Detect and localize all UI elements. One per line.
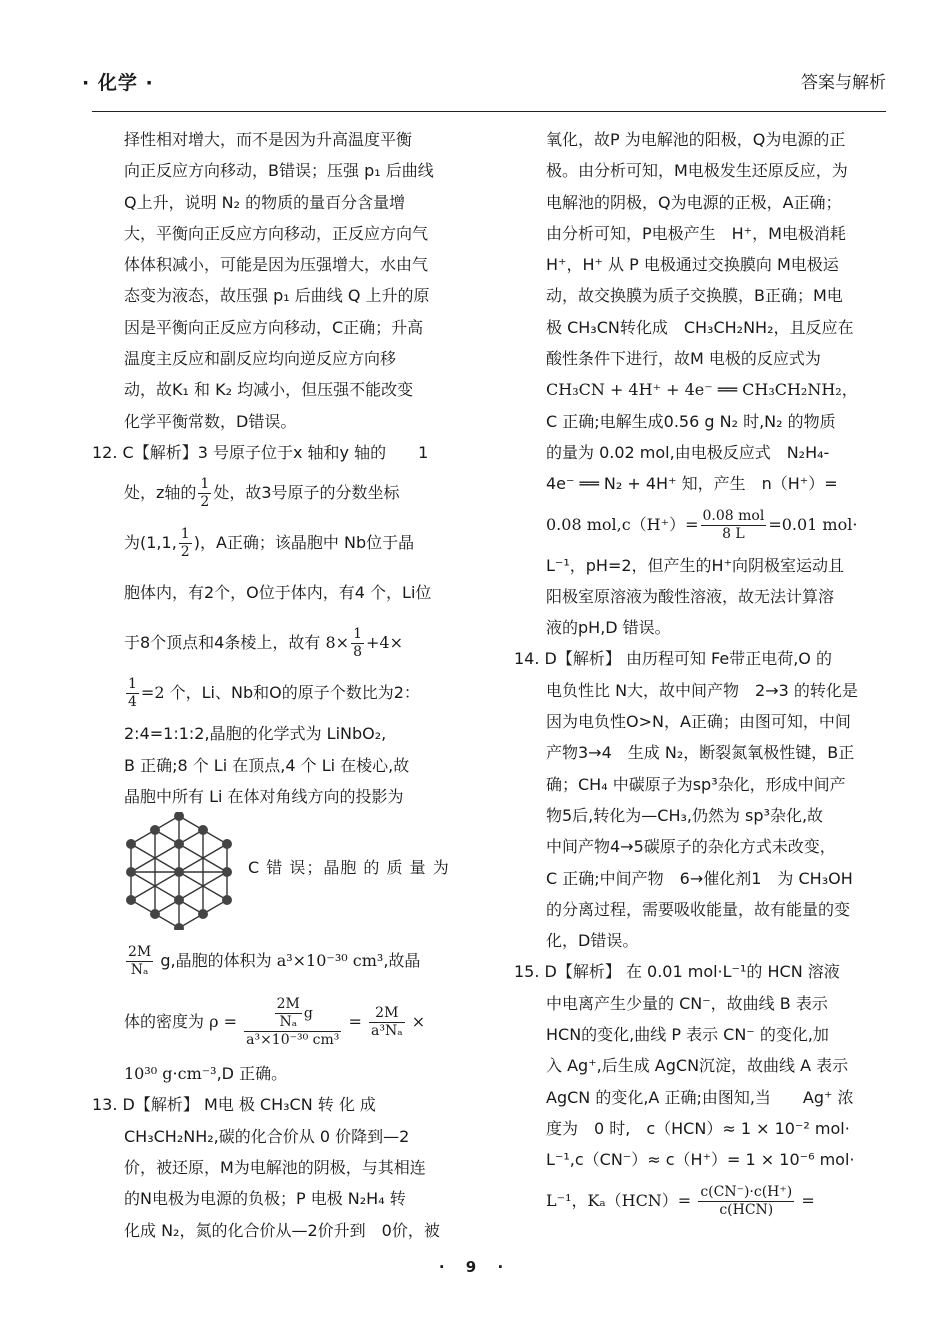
text-line: B 正确;8 个 Li 在顶点,4 个 Li 在棱心,故: [124, 755, 410, 775]
denominator: 8: [353, 644, 362, 661]
math-segment: L⁻¹，Kₐ（HCN）=: [546, 1190, 692, 1210]
fraction-density: [244, 996, 341, 1049]
text-line: 胞体内，有2个，O位于体内，有4 个，Li位: [124, 583, 432, 603]
text-line: 的N电极为电源的负极；P 电极 N₂H₄ 转: [124, 1189, 406, 1209]
text-line: 因是平衡向正反应方向移动，C正确；升高: [124, 317, 424, 337]
text-line: 液的pH,D 错误。: [546, 618, 671, 638]
text-line: Q上升，说明 N₂ 的物质的量百分含量增: [124, 192, 406, 212]
text-line: 阳极室原溶液为酸性溶液，故无法计算溶: [546, 586, 835, 606]
li-projection-figure: [124, 812, 468, 930]
numerator: 2M: [128, 944, 152, 961]
text-segment: 为(1,1,: [124, 533, 177, 553]
text-segment: ,D 正确。: [216, 1064, 288, 1084]
text-line: HCN的变化,曲线 P 表示 CN⁻ 的变化,加: [546, 1025, 829, 1045]
math-segment: a³×10⁻³⁰ cm³: [276, 951, 384, 971]
text-line: [92, 618, 468, 668]
text-line: 电负性比 N大，故中间产物 2→3 的转化是: [546, 680, 858, 700]
question-14-heading: 14. D【解析】 由历程可知 Fe带正电荷,O 的: [514, 649, 832, 669]
text-line: 化成 N₂，氮的化合价从—2价升到 0价，被: [124, 1220, 440, 1240]
text-line: 中电离产生少量的 CN⁻，故曲线 B 表示: [546, 993, 828, 1013]
numerator: c(CN⁻)·c(H⁺): [700, 1183, 793, 1200]
numerator: [244, 996, 341, 1032]
text-line: 化，D错误。: [546, 931, 639, 951]
math-segment: =: [348, 1012, 362, 1032]
text-segment: )，A正确；该晶胞中 Nb位于晶: [193, 533, 415, 553]
text-line: 确；CH₄ 中碳原子为sp³杂化，形成中间产: [546, 774, 846, 794]
math-segment: ×: [411, 1012, 426, 1032]
numerator: 1: [353, 626, 362, 643]
text-line: 动，故K₁ 和 K₂ 均减小，但压强不能改变: [124, 380, 414, 400]
numerator: 2M: [369, 1005, 405, 1023]
text-line: 电解池的阴极，Q为电源的正极，A正确；: [546, 192, 842, 212]
text-line: CH₃CH₂NH₂,碳的化合价从 0 价降到—2: [124, 1126, 410, 1146]
fraction-inner: [275, 996, 302, 1031]
text-line: [92, 518, 468, 568]
denominator: 4: [128, 694, 137, 711]
figure-caption-text: C 错 误；晶胞 的 质 量 为: [248, 858, 450, 878]
text-line: H⁺，H⁺ 从 P 电极通过交换膜向 M电极运: [546, 255, 839, 275]
text-line: 体体积减小，可能是因为压强增大，水由气: [124, 255, 429, 275]
denominator: c(HCN): [719, 1201, 774, 1218]
text-segment: 体的密度为: [124, 1012, 205, 1032]
text-segment: ,故晶: [383, 951, 421, 971]
math-segment: =0.01 mol·: [768, 514, 858, 534]
text-segment: g,晶胞的体积为: [160, 951, 272, 971]
text-line: 态变为液态，故压强 p₁ 后曲线 Q 上升的原: [124, 286, 430, 306]
denominator: a³×10⁻³⁰ cm³: [246, 1032, 340, 1049]
text-line: [92, 1058, 468, 1089]
denominator: 8 L: [722, 525, 745, 542]
text-segment: 个，Li、Nb和O的原子个数比为2：: [169, 683, 420, 703]
text-line: 温度主反应和副反应均向逆反应方向移: [124, 349, 397, 369]
text-segment: 于8个顶点和4条棱上，故有: [124, 633, 321, 653]
question-13-heading: 13. D【解析】 M电 极 CH₃CN 转 化 成: [92, 1095, 376, 1115]
text-segment: 处，z轴的: [124, 483, 197, 503]
text-line: 酸性条件下进行，故M 电极的反应式为: [546, 349, 821, 369]
math-segment: 8×: [325, 633, 350, 653]
fraction-ka: [698, 1184, 794, 1219]
equation-line: CH₃CN + 4H⁺ + 4e⁻ ══ CH₃CH₂NH₂，: [546, 380, 858, 400]
text-line: 化学平衡常数，D错误。: [124, 411, 297, 431]
math-segment: =2: [140, 683, 165, 703]
left-column: [92, 124, 468, 1246]
numerator: 2M: [276, 996, 300, 1013]
math-segment: +4×: [365, 633, 403, 653]
text-line: 由分析可知，P电极产生 H⁺，M电极消耗: [546, 223, 846, 243]
text-line: C 正确;中间产物 6→催化剂1 为 CH₃OH: [546, 868, 853, 888]
text-line: L⁻¹，pH=2，但产生的H⁺向阴极室运动且: [546, 555, 845, 575]
unit: g: [303, 1005, 313, 1022]
text-line: 的量为 0.02 mol,由电极反应式 N₂H₄-: [546, 442, 830, 462]
text-line: 向正反应方向移动，B错误；压强 p₁ 后曲线: [124, 161, 434, 181]
text-line: [92, 668, 468, 718]
header-rule: [92, 111, 886, 112]
text-line: 度为 0 时, c（HCN）≈ 1 × 10⁻² mol·: [546, 1118, 850, 1138]
numerator: 1: [200, 476, 210, 493]
text-line: L⁻¹,c（CN⁻）≈ c（H⁺）= 1 × 10⁻⁶ mol·: [546, 1150, 855, 1170]
fraction-mass: [126, 944, 153, 979]
page-number: · 9 ·: [438, 1258, 512, 1276]
fraction-half: [179, 526, 192, 561]
fraction-half: [198, 476, 211, 511]
fraction-quarter: [126, 676, 139, 711]
math-segment: =: [801, 1190, 815, 1210]
text-line: [514, 500, 886, 550]
denominator: Nₐ: [279, 1014, 298, 1031]
text-line: [92, 468, 468, 518]
text-line: 氧化，故P 为电解池的阳极，Q为电源的正: [546, 130, 846, 149]
text-line: 极。由分析可知，M电极发生还原反应，为: [546, 161, 848, 181]
fraction-concentration: [701, 508, 767, 543]
text-line: 价，被还原，M为电解池的阴极，与其相连: [124, 1158, 426, 1178]
text-line: 入 Ag⁺,后生成 AgCN沉淀，故曲线 A 表示: [546, 1056, 849, 1076]
denominator: Nₐ: [130, 962, 149, 979]
subject-header: · 化学 ·: [82, 72, 154, 94]
text-segment: 处，故3号原子的分数坐标: [213, 483, 400, 503]
text-line: 物5后,转化为—CH₃,仍然为 sp³杂化,故: [546, 805, 824, 825]
math-segment: ρ =: [209, 1012, 238, 1032]
text-line: 产物3→4 生成 N₂，断裂氮氧极性键，B正: [546, 743, 855, 763]
text-line: [92, 936, 468, 986]
text-line: 晶胞中所有 Li 在体对角线方向的投影为: [124, 786, 404, 806]
text-line: 4e⁻ ══ N₂ + 4H⁺ 知，产生 n（H⁺）=: [546, 474, 838, 494]
denominator: 2: [200, 494, 210, 511]
question-15-heading: 15. D【解析】 在 0.01 mol·L⁻¹的 HCN 溶液: [514, 962, 840, 982]
text-line: 2:4=1:1:2,晶胞的化学式为 LiNbO₂,: [124, 724, 387, 744]
numerator: 1: [180, 526, 190, 543]
text-line: C 正确;电解生成0.56 g N₂ 时,N₂ 的物质: [546, 411, 836, 431]
right-column: [514, 124, 886, 1226]
text-line: 极 CH₃CN转化成 CH₃CH₂NH₂，且反应在: [546, 317, 854, 337]
section-header: 答案与解析: [801, 73, 886, 93]
projection-hexagon-diagram: [124, 812, 244, 930]
text-line: 因为电负性O>N，A正确；由图可知，中间: [546, 712, 851, 732]
denominator: a³Nₐ: [371, 1023, 403, 1040]
question-12-heading: 12. C【解析】3 号原子位于x 轴和y 轴的 1: [92, 442, 429, 462]
text-line: 动，故交换膜为质子交换膜，B正确；M电: [546, 286, 843, 306]
text-line: 中间产物4→5碳原子的杂化方式未改变，: [546, 837, 836, 857]
text-line: [514, 1176, 886, 1226]
numerator: 1: [128, 676, 137, 693]
fraction-eighth: [351, 626, 364, 661]
numerator: 0.08 mol: [702, 507, 765, 524]
text-line: 择性相对增大，而不是因为升高温度平衡: [124, 130, 413, 149]
math-segment: 10³⁰ g·cm⁻³: [124, 1064, 217, 1084]
text-line: 大，平衡向正反应方向移动，正反应方向气: [124, 223, 429, 243]
fraction-density-2: [369, 1005, 405, 1040]
denominator: 2: [180, 544, 190, 561]
text-line: 的分离过程，需要吸收能量，故有能量的变: [546, 899, 851, 919]
text-line: [92, 986, 468, 1058]
math-segment: 0.08 mol,c（H⁺）=: [546, 514, 699, 534]
text-line: AgCN 的变化,A 正确;由图知,当 Ag⁺ 浓: [546, 1087, 854, 1107]
